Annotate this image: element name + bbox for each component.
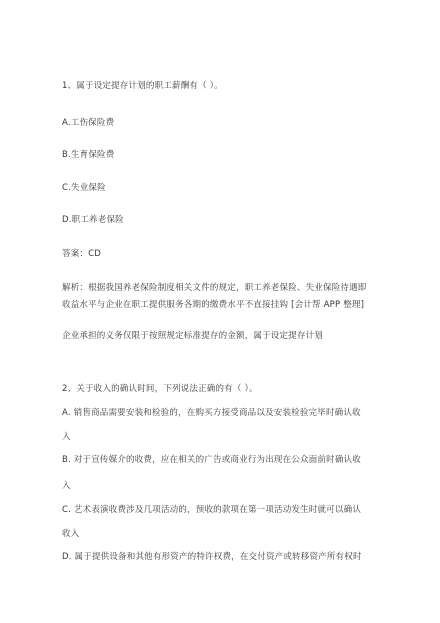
question-1-option-d: D.职工养老保险 — [62, 215, 124, 225]
question-2-option-line: 入 — [62, 481, 71, 491]
question-2-option-line: 入 — [62, 432, 71, 442]
question-2-option-line: B. 对于宣传媒介的收费，应在相关的广告或商业行为出现在公众面前时确认收 — [62, 455, 361, 465]
question-1-explanation-line: 企业承担的义务仅限于按照规定标准提存的金额，属于设定提存计划 — [62, 331, 324, 341]
question-2-option-line: 收入 — [62, 529, 80, 539]
question-2-stem: 2、关于收入的确认时间，下列说法正确的有（ ）。 — [62, 384, 258, 394]
question-1-option-b: B.生育保险费 — [62, 150, 115, 160]
question-1-stem: 1、属于设定提存计划的职工薪酬有（ ）。 — [62, 81, 223, 91]
question-1-answer: 答案：CD — [62, 249, 101, 259]
question-2-option-line: A. 销售商品需要安装和检验的，在购买方接受商品以及安装检验完毕时确认收 — [62, 408, 361, 418]
question-2-option-line: D. 属于提供设备和其他有形资产的特许权费，在交付资产或转移资产所有权时 — [62, 552, 362, 562]
question-1-option-a: A.工伤保险费 — [62, 118, 115, 128]
question-1-explanation-line: 解析：根据我国养老保险制度相关文件的规定，职工养老保险、失业保险待遇即 — [62, 283, 367, 293]
question-2-option-line: C. 艺术表演收费涉及几项活动的，预收的款项在第一项活动发生时就可以确认 — [62, 505, 362, 515]
question-1-option-c: C.失业保险 — [62, 183, 106, 193]
question-1-explanation-line: 收益水平与企业在职工提供服务各期的缴费水平不直接挂钩 [会计帮 APP 整理] — [62, 300, 365, 310]
